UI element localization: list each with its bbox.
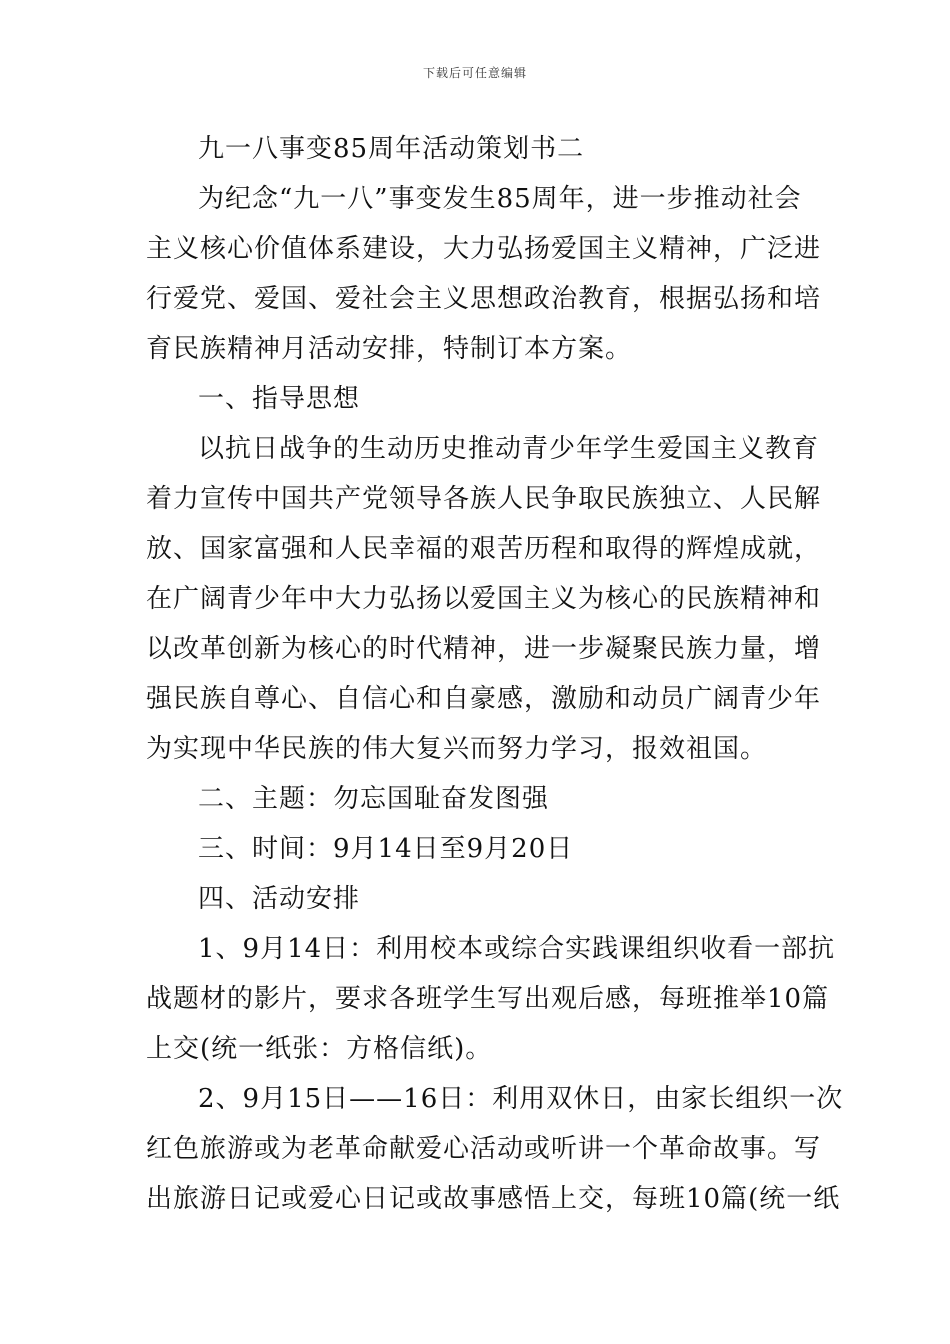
paragraph-line: 在广阔青少年中大力弘扬以爱国主义为核心的民族精神和 — [146, 584, 822, 614]
paragraph-line: 着力宣传中国共产党领导各族人民争取民族独立、人民解 — [146, 484, 822, 514]
paragraph-line: 行爱党、爱国、爱社会主义思想政治教育，根据弘扬和培 — [146, 284, 822, 314]
list-item-line: 出旅游日记或爱心日记或故事感悟上交，每班10篇(统一纸 — [146, 1184, 841, 1214]
page-header: 下载后可任意编辑 — [422, 66, 527, 80]
paragraph-line: 放、国家富强和人民幸福的艰苦历程和取得的辉煌成就， — [146, 534, 822, 564]
list-item-line: 战题材的影片，要求各班学生写出观后感，每班推举10篇 — [146, 984, 830, 1014]
paragraph-line: 为实现中华民族的伟大复兴而努力学习，报效祖国。 — [146, 734, 768, 764]
list-item-line: 上交(统一纸张：方格信纸)。 — [146, 1034, 493, 1064]
section-heading: 一、指导思想 — [198, 384, 361, 414]
paragraph-line: 以改革创新为核心的时代精神，进一步凝聚民族力量，增 — [146, 634, 822, 664]
paragraph-line: 育民族精神月活动安排，特制订本方案。 — [146, 334, 633, 364]
list-item-line: 1、9月14日：利用校本或综合实践课组织收看一部抗 — [198, 934, 836, 964]
section-heading: 二、主题：勿忘国耻奋发图强 — [198, 784, 550, 814]
list-item-line: 红色旅游或为老革命献爱心活动或听讲一个革命故事。写 — [146, 1134, 822, 1164]
section-heading: 四、活动安排 — [198, 884, 361, 914]
document-body — [146, 124, 844, 1224]
document-title: 九一八事变85周年活动策划书二 — [198, 134, 585, 164]
paragraph-line: 为纪念“九一八”事变发生85周年，进一步推动社会 — [198, 184, 802, 214]
paragraph-line: 强民族自尊心、自信心和自豪感，激励和动员广阔青少年 — [146, 684, 822, 714]
paragraph-line: 以抗日战争的生动历史推动青少年学生爱国主义教育 — [198, 434, 820, 464]
paragraph-line: 主义核心价值体系建设，大力弘扬爱国主义精神，广泛进 — [146, 234, 822, 264]
list-item-line: 2、9月15日——16日：利用双休日，由家长组织一次 — [198, 1084, 844, 1114]
section-heading: 三、时间：9月14日至9月20日 — [198, 834, 574, 864]
